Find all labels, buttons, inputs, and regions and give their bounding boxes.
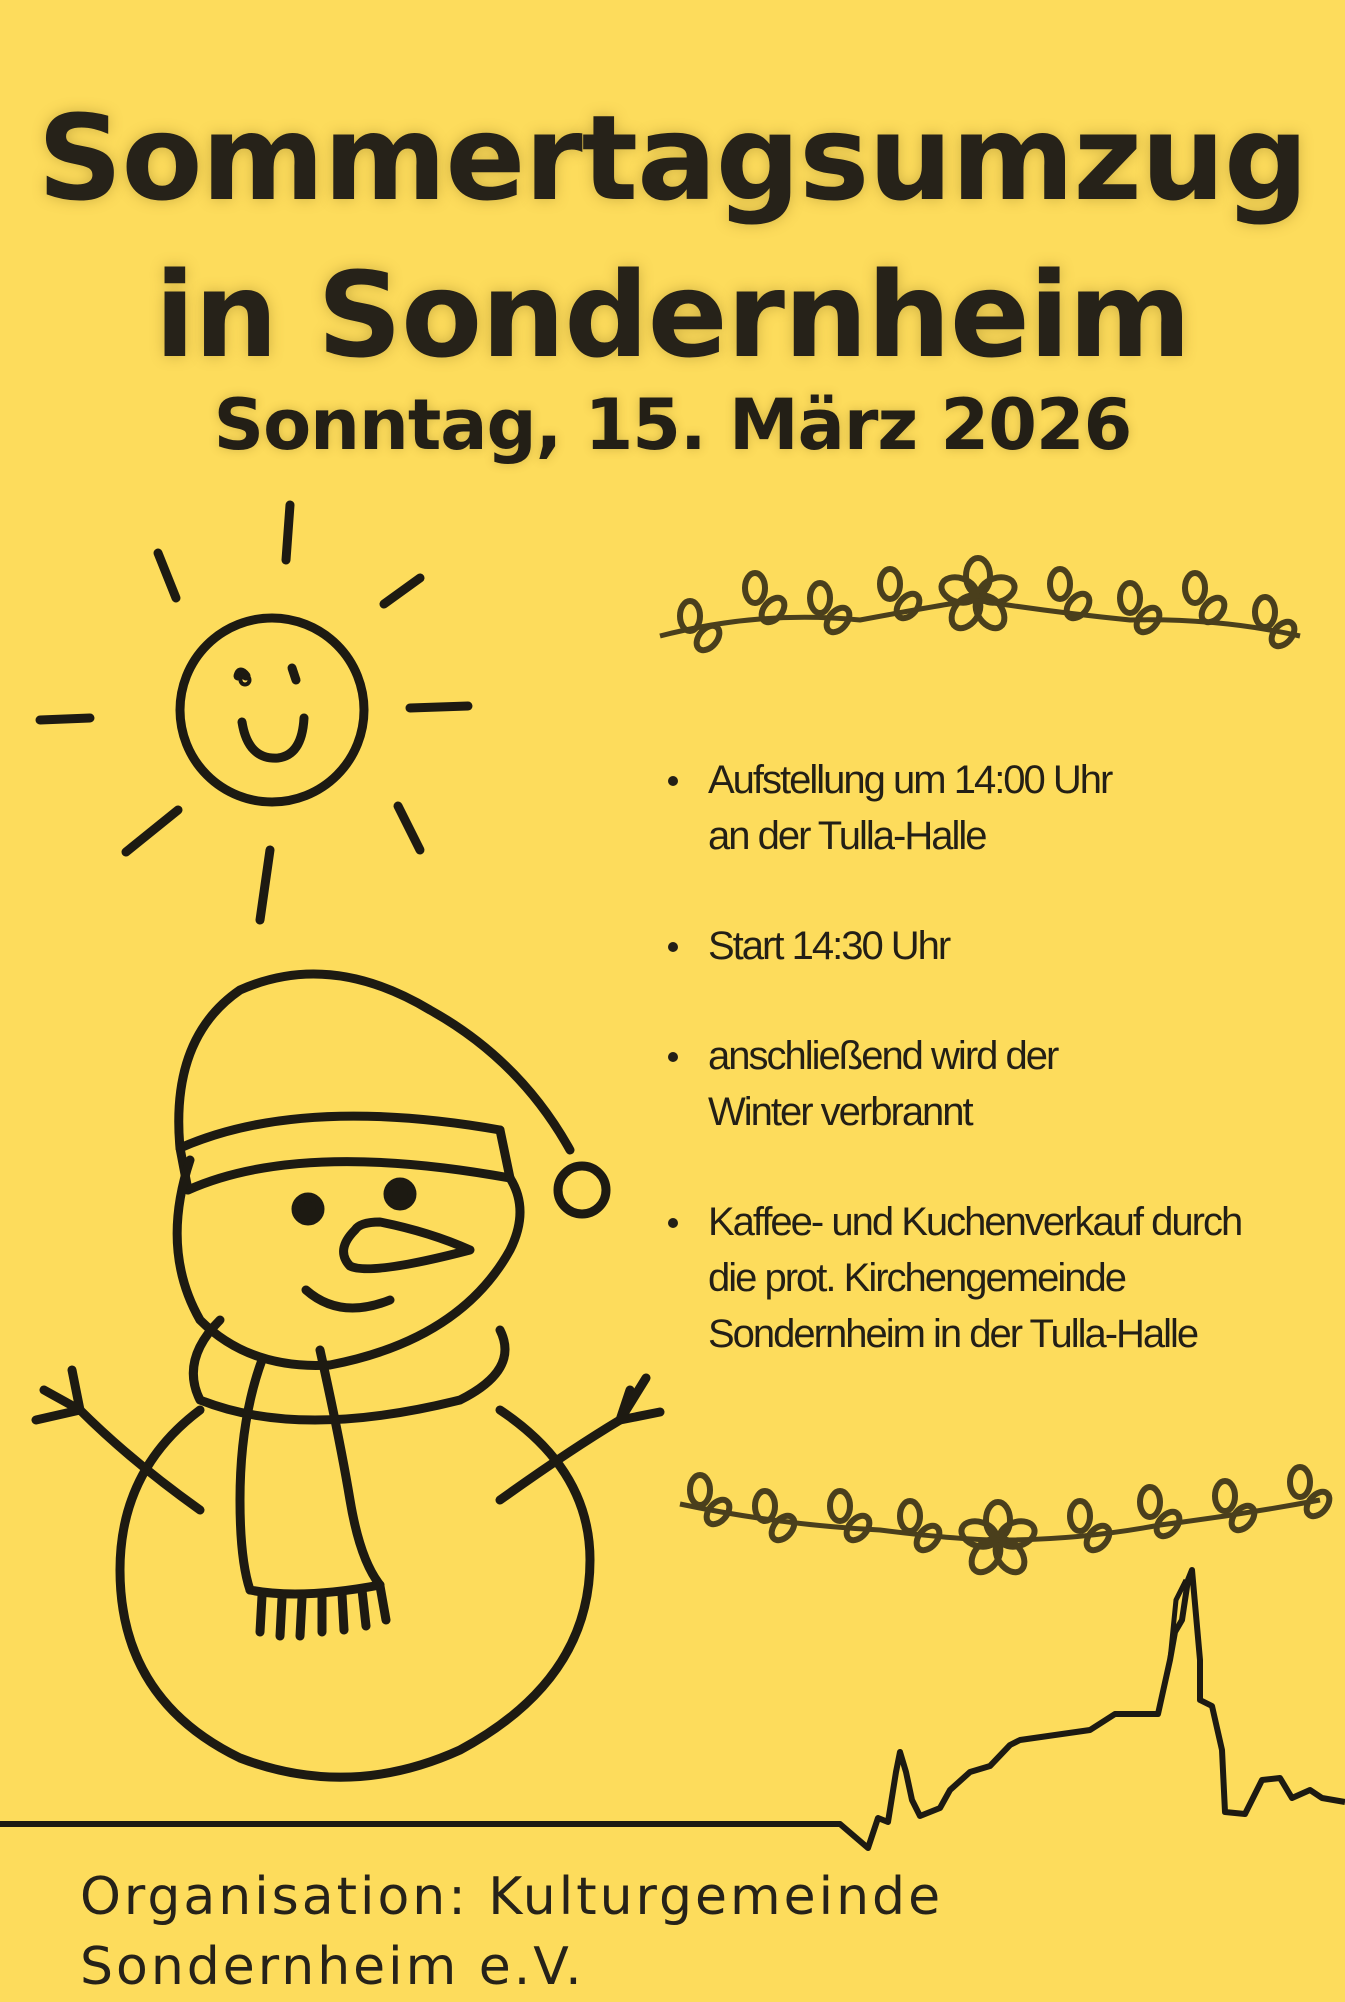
- list-item-line: an der Tulla-Halle: [708, 814, 986, 858]
- list-item-line: Winter verbrannt: [708, 1090, 972, 1134]
- title-line-2: in Sondernheim: [154, 246, 1191, 384]
- list-item-line: Kaffee- und Kuchenverkauf durch: [708, 1200, 1242, 1244]
- event-date: Sonntag, 15. März 2026: [213, 384, 1132, 466]
- title-line-1: Sommertagsumzug: [37, 89, 1308, 227]
- list-item-line: die prot. Kirchengemeinde: [708, 1256, 1125, 1300]
- list-item-line: anschließend wird der: [708, 1034, 1058, 1078]
- footer-organisation: Organisation: Kulturgemeinde Sondernheim e.V.: [80, 1867, 944, 1997]
- list-item-line: Start 14:30 Uhr: [708, 924, 950, 968]
- list-item-line: Sondernheim in der Tulla-Halle: [708, 1312, 1198, 1356]
- list-item-line: Aufstellung um 14:00 Uhr: [708, 758, 1112, 802]
